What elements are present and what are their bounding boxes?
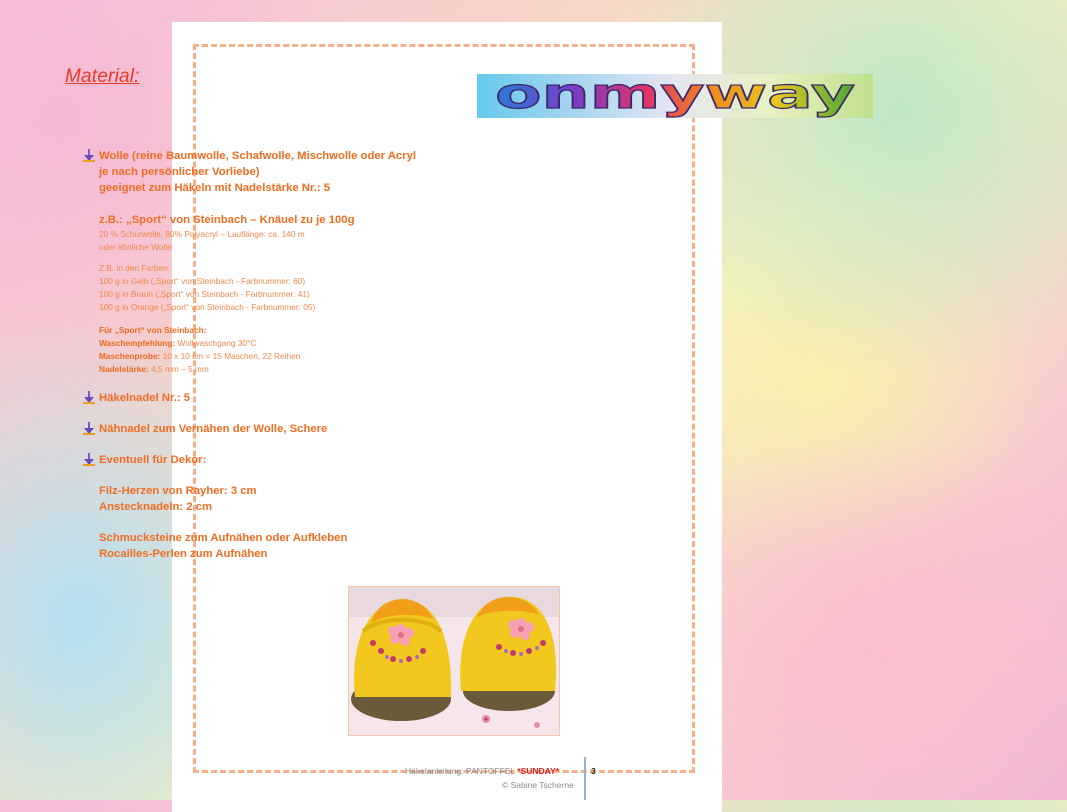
color-option: 100 g in Orange („Sport“ von Steinbach - Farbnummer: 05)	[99, 302, 316, 312]
decor-item: Schmucksteine zum Aufnähen oder Aufkleben	[99, 532, 348, 544]
wool-alternative: oder ähnliche Wolle	[99, 242, 172, 252]
arrow-bullet-icon	[83, 422, 95, 435]
wool-line-2: je nach persönlicher Vorliebe)	[99, 166, 260, 178]
wool-example-heading: z.B.: „Sport“ von Steinbach – Knäuel zu je 100g	[99, 214, 355, 226]
color-option: 100 g in Gelb („Sport“ von Steinbach - Farbnummer: 60)	[99, 276, 306, 286]
footer-copyright: © Sabine Tscherne	[502, 780, 574, 790]
list-item-decor	[83, 452, 503, 562]
colors-heading: Z.B. in den Farben:	[99, 263, 171, 273]
materials-list	[83, 128, 503, 562]
decor-item: Anstecknadeln: 2 cm	[99, 501, 213, 513]
footer-divider	[584, 757, 586, 800]
wool-line-3: geeignet zum Häkeln mit Nadelstärke Nr.: 5	[99, 182, 331, 194]
color-option: 100 g in Braun („Sport“ von Steinbach - Farbnummer: 41)	[99, 289, 310, 299]
needle-label: Nähnadel zum Vernähen der Wolle, Schere	[99, 423, 328, 435]
footer-title: Häkelanleitung: PANTOFFEL *SUNDAY*	[405, 766, 560, 776]
wool-line-1: Wolle (reine Baumwolle, Schafwolle, Mischwolle oder Acryl	[99, 150, 417, 162]
decor-heading: Eventuell für Dekor:	[99, 454, 207, 466]
arrow-bullet-icon	[83, 453, 95, 466]
list-item-needle	[83, 421, 503, 437]
page-number: 3	[591, 766, 596, 776]
arrow-bullet-icon	[83, 391, 95, 404]
onmyway-logo	[477, 74, 873, 118]
care-row: Maschenprobe: 10 x 10 cm = 15 Maschen, 22 Reihen	[99, 351, 301, 361]
footer-highlight: *SUNDAY*	[517, 766, 560, 776]
arrow-bullet-icon	[83, 149, 95, 162]
wool-composition: 20 % Schurwolle, 80% Polyacryl – Lauflänge: ca. 140 m	[99, 229, 305, 239]
care-row: Nadelstärke: 4,5 mm – 5 mm	[99, 364, 209, 374]
slippers-photo	[349, 587, 559, 735]
care-heading: Für „Sport“ von Steinbach:	[99, 325, 207, 335]
hook-label: Häkelnadel Nr.: 5	[99, 392, 191, 404]
decor-item: Filz-Herzen von Rayher: 3 cm	[99, 485, 257, 497]
logo-wordmark: onmyway	[495, 74, 855, 118]
care-row: Waschempfehlung: Wollwaschgang 30°C	[99, 338, 257, 348]
decor-item: Rocailles-Perlen zum Aufnähen	[99, 548, 268, 560]
page-title: Material:	[65, 66, 140, 87]
list-item-wool	[83, 148, 503, 376]
list-item-hook	[83, 390, 503, 406]
